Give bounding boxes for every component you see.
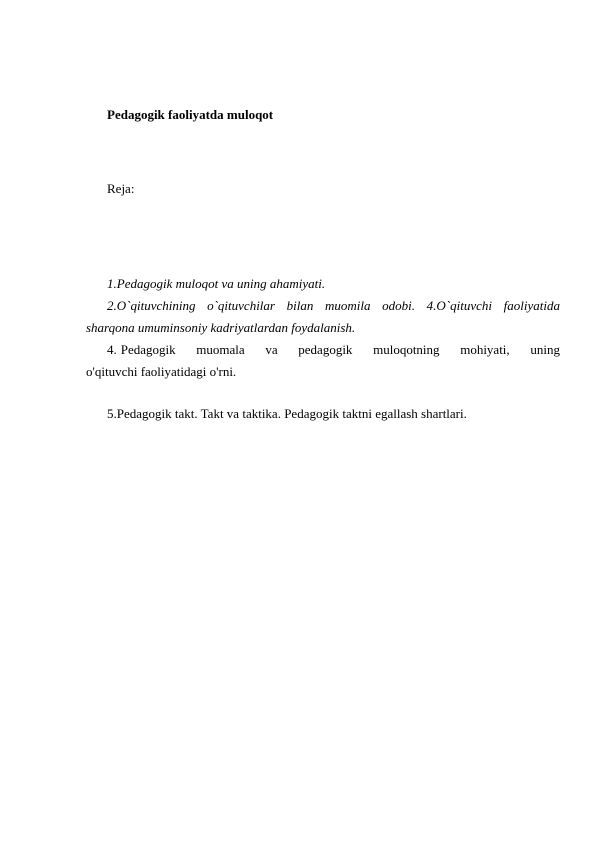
plan-item-4-word: mohiyati, <box>460 342 510 357</box>
plan-item-4-line1 <box>86 339 560 361</box>
plan-item-2: 2.O`qituvchining o`qituvchilar bilan muomila odobi. 4.O`qituvchi faoliyatida sharqona umuminsoniy kadriyatlardan foydalanish. <box>86 298 560 335</box>
plan-item-4-word: muomala <box>196 342 245 357</box>
plan-heading: Reja: <box>107 181 135 196</box>
plan-item-4-first <box>107 339 176 361</box>
plan-item-4-word: uning <box>530 342 560 357</box>
plan-item-4-number: 4. <box>107 342 117 357</box>
plan-item-1: 1.Pedagogik muloqot va uning ahamiyati. <box>107 276 326 291</box>
plan-item-4-word: muloqotning <box>373 342 440 357</box>
document-title: Pedagogik faoliyatda muloqot <box>107 107 274 122</box>
plan-item-4 <box>86 339 560 383</box>
plan-list <box>86 273 560 425</box>
plan-item-4-line2: o'qituvchi faoliyatidagi o'rni. <box>86 364 237 379</box>
plan-item-4-word: va <box>265 342 278 357</box>
plan-item-5: 5.Pedagogik takt. Takt va taktika. Pedagogik taktni egallash shartlari. <box>107 406 467 421</box>
plan-item-4-word: pedagogik <box>298 342 353 357</box>
plan-item-4-word: Pedagogik <box>120 342 176 357</box>
